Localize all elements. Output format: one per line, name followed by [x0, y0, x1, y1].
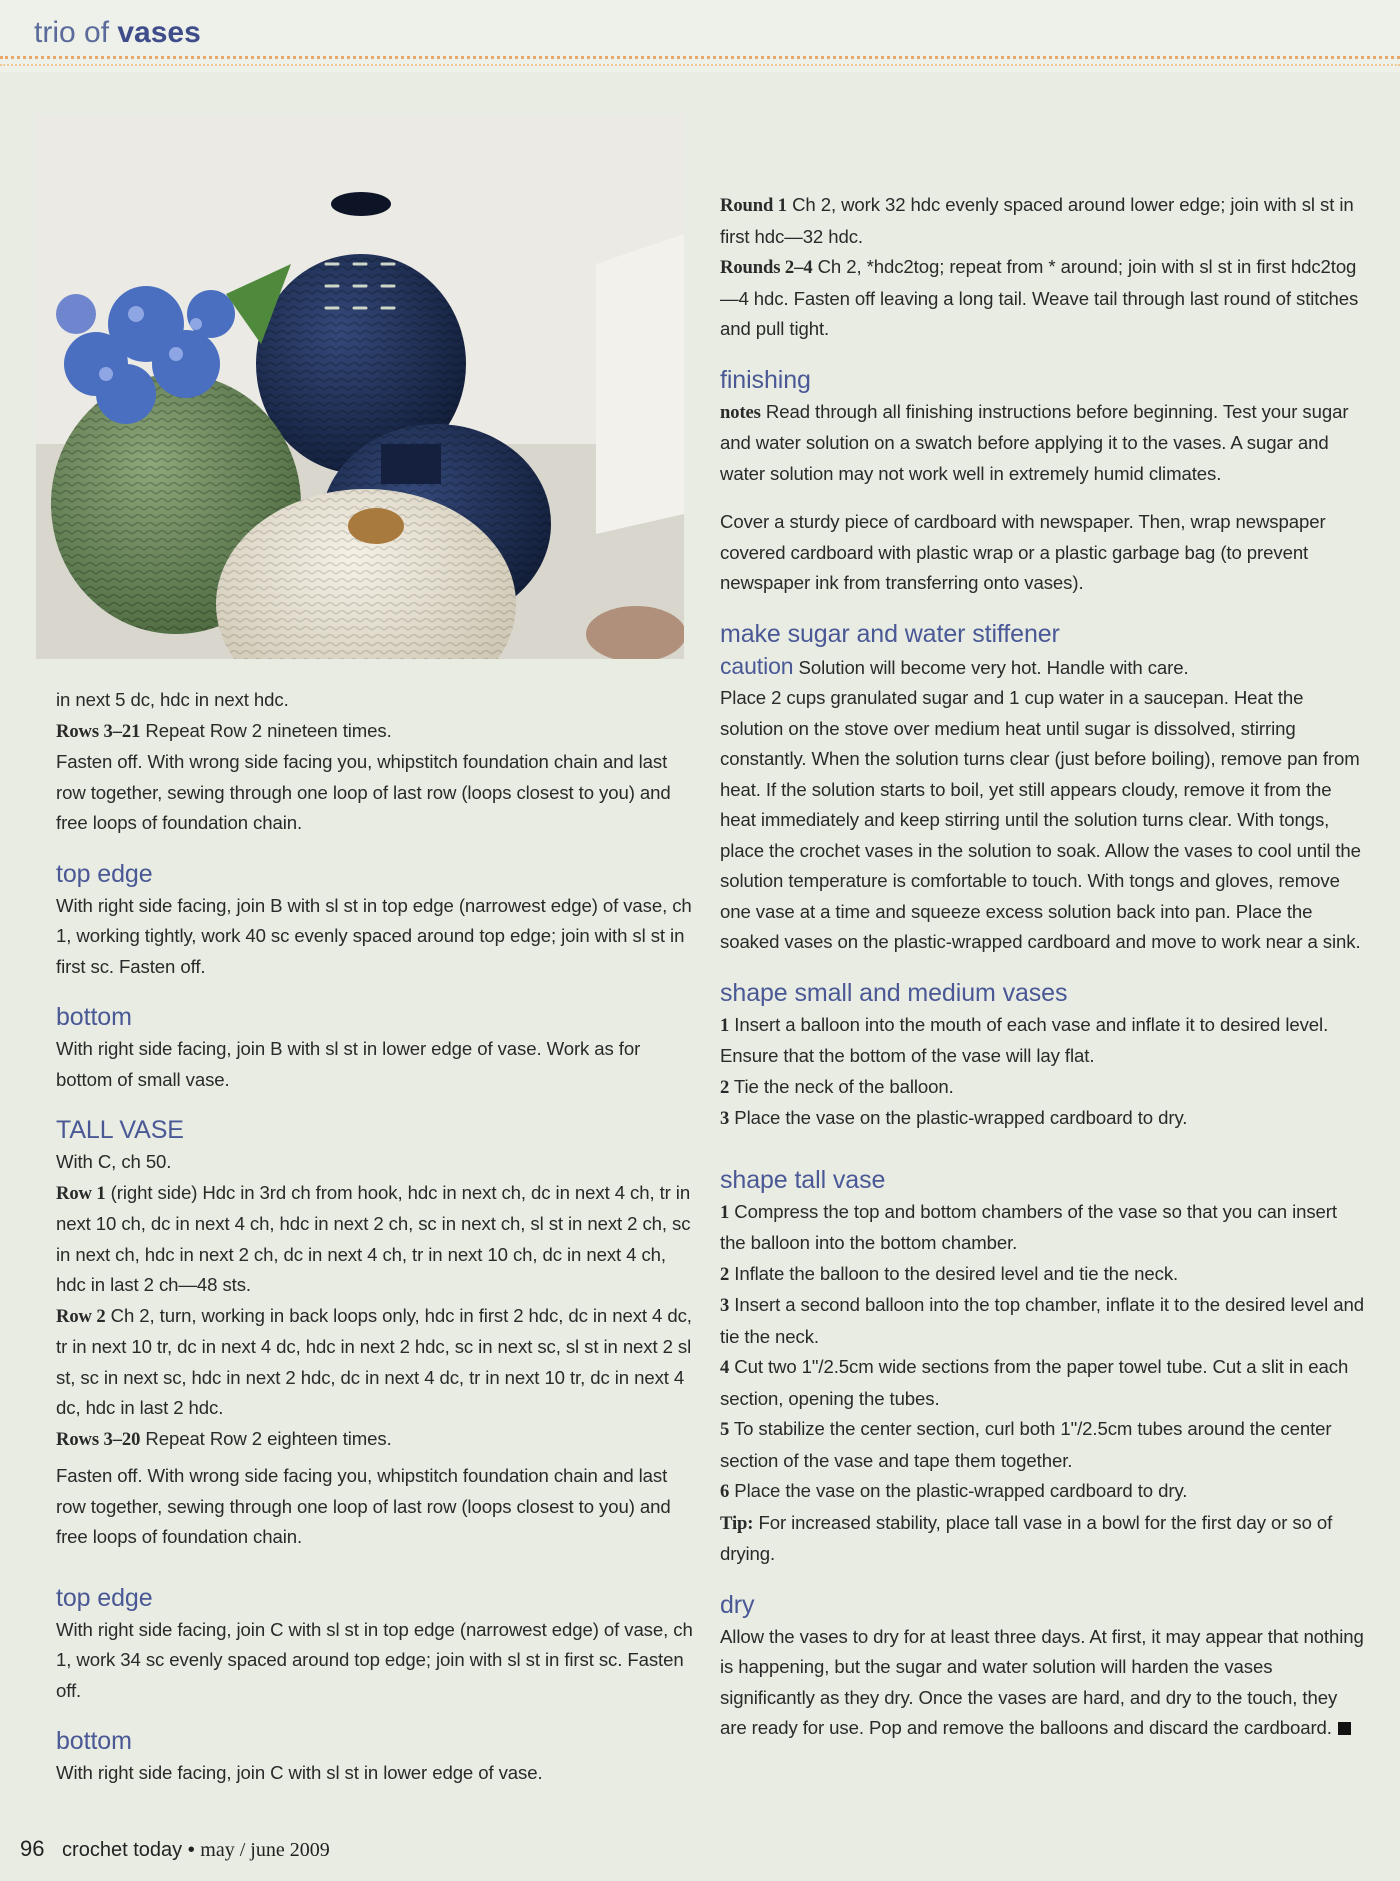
- dry-text: Allow the vases to dry for at least three days. At first, it may appear that nothing is happening, but the sugar and water solution will harden the vases significantly as they dry. Once the vases are hard, and dry to the touch, they are ready for use. Pop and remove the balloons and discard the cardboard.: [720, 1625, 1364, 1738]
- stiffener-text: Place 2 cups granulated sugar and 1 cup water in a saucepan. Heat the solution on the stove over medium heat until sugar is dissolved, stirring constantly. When the solution turns clear (just before boiling), remove pan from heat. If the solution starts to boil, yet still appears cloudy, remove it from the heat immediately and keep stirring until the solution turns clear. With tongs, place the crochet vases in the solution to soak. Allow the vases to cool until the solution temperature is comfortable to touch. With tongs and gloves, remove one vase at a time and squeeze excess solution back into pan. Place the soaked vases on the plastic-wrapped cardboard and move to work near a sink.: [720, 687, 1361, 952]
- tall-step: 6 Place the vase on the plastic-wrapped cardboard to dry.: [720, 1480, 1188, 1502]
- issue-date: may / june 2009: [200, 1839, 330, 1861]
- top-edge-2-text: With right side facing, join C with sl st in top edge (narrowest edge) of vase, ch 1, work 34 sc evenly spaced around top edge; join with sl st in first sc. Fasten off.: [56, 1618, 693, 1701]
- header-dotted-rule-2: [0, 64, 1400, 66]
- stiffener-heading: make sugar and water stiffener: [720, 619, 1060, 648]
- tall-vase-heading: TALL VASE: [56, 1116, 184, 1144]
- row-1: Row 1 (right side) Hdc in 3rd ch from hook, hdc in next ch, dc in next 4 ch, tr in next 10 ch, dc in next 4 ch, hdc in next 2 ch, sc in next ch, sl st in next 2 ch, sc in next ch, hdc in next 2 ch, dc in next 4 ch, tr in next 10 ch, dc in next 4 ch, hdc in last 2 ch—48 sts.: [56, 1181, 691, 1295]
- tall-vase-intro: With C, ch 50.: [56, 1151, 172, 1172]
- magazine-name: crochet today: [62, 1839, 183, 1861]
- tall-step: 1 Compress the top and bottom chambers of the vase so that you can insert the balloon into the bottom chamber.: [720, 1200, 1337, 1253]
- tall-step: 4 Cut two 1"/2.5cm wide sections from the paper towel tube. Cut a slit in each section, opening the tubes.: [720, 1356, 1349, 1409]
- tall-step: 3 Insert a second balloon into the top chamber, inflate it to the desired level and tie the neck.: [720, 1294, 1364, 1347]
- fasten-off-1: Fasten off. With wrong side facing you, whipstitch foundation chain and last row together, sewing through one loop of last row (loops closest to you) and free loops of foundation chain.: [56, 751, 671, 833]
- section-title: trio of vases: [34, 16, 201, 49]
- fasten-off-2: Fasten off. With wrong side facing you, whipstitch foundation chain and last row together, sewing through one loop of last row (loops closest to you) and free loops of foundation chain.: [56, 1465, 671, 1547]
- top-edge-2-heading: top edge: [56, 1583, 153, 1612]
- tall-step: 5 To stabilize the center section, curl both 1"/2.5cm tubes around the center section of the vase and tape them together.: [720, 1418, 1332, 1471]
- rounds-2-4: Rounds 2–4 Ch 2, *hdc2tog; repeat from * around; join with sl st in first hdc2tog—4 hdc. Fasten off leaving a long tail. Weave tail through last round of stitches and pull tight.: [720, 256, 1359, 339]
- vases-illustration: [36, 114, 684, 659]
- footer-bullet: •: [187, 1839, 195, 1861]
- row-2: Row 2 Ch 2, turn, working in back loops only, hdc in first 2 hdc, dc in next 4 dc, tr in next 10 tr, dc in next 4 dc, hdc in next 2 hdc, sc in next sc, sl st in next 2 sl st, sc in next sc, hdc in next 2 hdc, dc in next 4 dc, tr in next 10 tr, dc in next 4 dc, hdc in last 2 hdc.: [56, 1304, 692, 1418]
- small-step: 1 Insert a balloon into the mouth of each vase and inflate it to desired level. Ensure that the bottom of the vase will lay flat.: [720, 1013, 1329, 1066]
- page-number: 96: [20, 1836, 45, 1861]
- shape-small-heading: shape small and medium vases: [720, 978, 1068, 1007]
- right-column: [720, 190, 1365, 1744]
- round-1: Round 1 Ch 2, work 32 hdc evenly spaced around lower edge; join with sl st in first hdc—32 hdc.: [720, 194, 1354, 247]
- end-square-icon: [1338, 1722, 1351, 1735]
- vases-photo: [36, 114, 684, 659]
- rows-3-21: Rows 3–21 Repeat Row 2 nineteen times.: [56, 719, 392, 742]
- shape-tall-heading: shape tall vase: [720, 1165, 886, 1194]
- bottom-heading: bottom: [56, 1003, 132, 1031]
- page-header: [0, 0, 1400, 72]
- left-column: [56, 685, 696, 1789]
- bottom-text: With right side facing, join B with sl st in lower edge of vase. Work as for bottom of small vase.: [56, 1038, 641, 1090]
- top-edge-heading: top edge: [56, 859, 153, 888]
- small-step: 3 Place the vase on the plastic-wrapped cardboard to dry.: [720, 1107, 1188, 1129]
- cover-text: Cover a sturdy piece of cardboard with newspaper. Then, wrap newspaper covered cardboard with plastic wrap or a plastic garbage bag (to prevent newspaper ink from transferring onto vases).: [720, 511, 1326, 593]
- bottom-2-text: With right side facing, join C with sl st in lower edge of vase.: [56, 1762, 543, 1783]
- tip: Tip: For increased stability, place tall vase in a bowl for the first day or so of drying.: [720, 1511, 1333, 1564]
- finishing-heading: finishing: [720, 365, 811, 394]
- dry-heading: dry: [720, 1590, 755, 1619]
- notes: notes Read through all finishing instructions before beginning. Test your sugar and water solution on a swatch before applying it to the vases. A sugar and water solution may not work well in extremely humid climates.: [720, 400, 1349, 484]
- rows-3-20: Rows 3–20 Repeat Row 2 eighteen times.: [56, 1427, 392, 1450]
- small-step: 2 Tie the neck of the balloon.: [720, 1075, 954, 1098]
- caution: caution Solution will become very hot. Handle with care.: [720, 652, 1189, 679]
- header-dotted-rule: [0, 56, 1400, 59]
- tall-step: 2 Inflate the balloon to the desired level and tie the neck.: [720, 1262, 1179, 1285]
- bottom-2-heading: bottom: [56, 1727, 132, 1755]
- intro-text: in next 5 dc, hdc in next hdc.: [56, 689, 289, 710]
- top-edge-text: With right side facing, join B with sl st in top edge (narrowest edge) of vase, ch 1, working tightly, work 40 sc evenly spaced around top edge; join with sl st in first sc. Fasten off.: [56, 894, 692, 977]
- page-footer: [20, 1836, 330, 1862]
